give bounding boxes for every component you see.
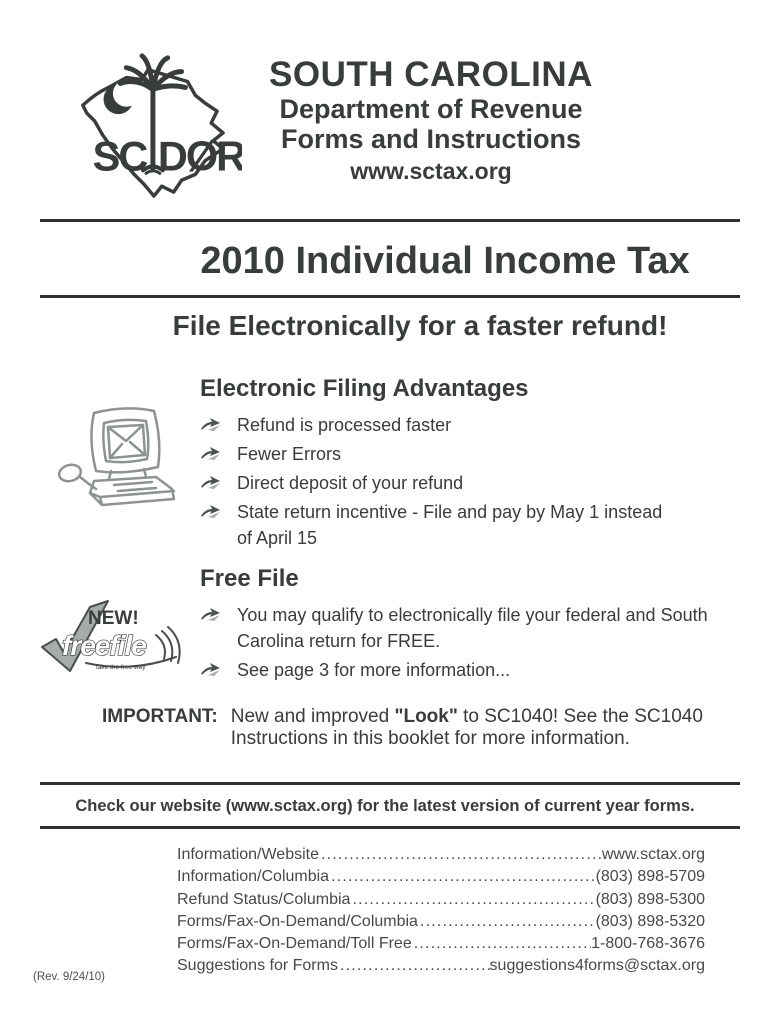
bullet-text: Fewer Errors xyxy=(237,444,342,464)
freefile-section xyxy=(0,565,770,686)
computer-email-icon xyxy=(56,401,196,521)
important-text-after: to SC1040! See the SC1040 Instructions in this booklet for more information. xyxy=(230,706,703,749)
scdor-state-logo xyxy=(50,44,242,202)
important-label: IMPORTANT: xyxy=(102,706,218,727)
divider-line xyxy=(40,782,740,785)
forms-subtitle: Forms and Instructions xyxy=(280,124,582,154)
contact-list xyxy=(177,846,705,980)
logo-dor-text: DØR xyxy=(157,132,242,180)
contact-label: Refund Status/Columbia xyxy=(177,890,351,908)
list-item xyxy=(200,499,770,551)
contact-row xyxy=(177,957,705,979)
website-url: www.sctax.org xyxy=(350,158,512,184)
list-item xyxy=(200,602,770,654)
state-name-heading: SOUTH CAROLINA xyxy=(269,55,593,94)
arrow-bullet-icon xyxy=(200,446,222,461)
important-text xyxy=(231,706,709,750)
arrow-bullet-icon xyxy=(200,662,222,677)
contact-row xyxy=(177,846,705,868)
efiling-advantages-section xyxy=(0,375,770,554)
computer-illustration xyxy=(56,401,196,521)
website-notice: Check our website (www.sctax.org) for the latest version of current year forms. xyxy=(75,797,695,815)
important-note xyxy=(102,706,709,750)
dot-leader xyxy=(319,846,602,864)
freefile-tagline: take the free way xyxy=(96,664,146,671)
list-item xyxy=(200,412,770,438)
contact-value: 1-800-768-3676 xyxy=(591,935,705,953)
freefile-logo xyxy=(36,597,186,685)
contact-row xyxy=(177,913,705,935)
dot-leader xyxy=(338,957,490,975)
masthead xyxy=(245,56,617,185)
contact-row xyxy=(177,891,705,913)
freefile-logo-graphic xyxy=(36,597,186,685)
important-bold-word: "Look" xyxy=(394,706,458,727)
contact-value: (803) 898-5709 xyxy=(595,868,705,886)
important-text-before: New and improved xyxy=(230,706,395,727)
bullet-text: Direct deposit of your refund xyxy=(237,473,464,493)
dot-leader xyxy=(418,913,596,931)
arrow-bullet-icon xyxy=(200,417,222,432)
divider-line xyxy=(40,295,740,298)
list-item xyxy=(200,441,770,467)
arrow-bullet-icon xyxy=(200,504,222,519)
department-subtitle: Department of Revenue xyxy=(279,94,583,124)
list-item xyxy=(200,470,770,496)
dot-leader xyxy=(350,891,595,909)
list-item xyxy=(200,657,770,683)
contact-label: Forms/Fax-On-Demand/Columbia xyxy=(177,912,418,930)
dot-leader xyxy=(329,868,596,886)
contact-row xyxy=(177,868,705,890)
contact-value: suggestions4forms@sctax.org xyxy=(489,957,705,975)
contact-label: Suggestions for Forms xyxy=(177,957,338,975)
contact-value: www.sctax.org xyxy=(601,846,705,863)
bullet-text: You may qualify to electronically file your federal and South Carolina return for FREE. xyxy=(237,605,708,651)
scdor-logo-graphic xyxy=(50,44,242,202)
efiling-heading: Electronic Filing Advantages xyxy=(200,375,529,402)
divider-line xyxy=(40,219,740,222)
arrow-bullet-icon xyxy=(200,607,222,622)
efile-tagline: File Electronically for a faster refund! xyxy=(172,310,668,341)
contact-label: Information/Columbia xyxy=(177,868,330,886)
revision-date: (Rev. 9/24/10) xyxy=(33,971,106,983)
freefile-heading: Free File xyxy=(200,565,299,592)
dot-leader xyxy=(412,935,591,953)
contact-label: Information/Website xyxy=(177,846,319,863)
arrow-bullet-icon xyxy=(200,475,222,490)
document-title: 2010 Individual Income Tax xyxy=(200,240,690,282)
freefile-wordmark: freefile xyxy=(62,630,146,661)
contact-row xyxy=(177,935,705,957)
bullet-text: See page 3 for more information... xyxy=(237,660,511,680)
logo-sc-text: SC xyxy=(92,132,147,180)
new-label: NEW! xyxy=(88,608,139,629)
contact-value: (803) 898-5320 xyxy=(595,912,705,930)
bullet-text: State return incentive - File and pay by May 1 instead of April 15 xyxy=(237,502,663,548)
contact-value: (803) 898-5300 xyxy=(595,890,705,908)
divider-line xyxy=(40,826,740,829)
contact-label: Forms/Fax-On-Demand/Toll Free xyxy=(177,935,412,953)
bullet-text: Refund is processed faster xyxy=(237,415,452,435)
